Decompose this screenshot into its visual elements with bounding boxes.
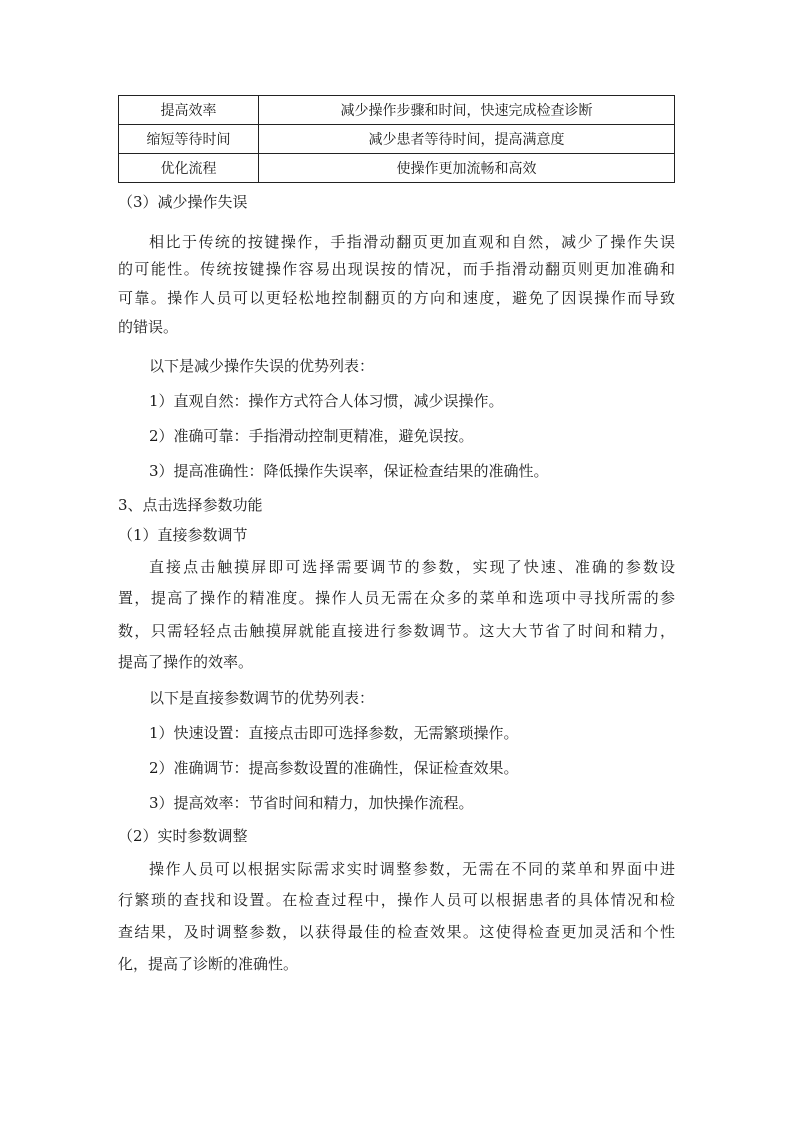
table-cell: 缩短等待时间 [119, 125, 259, 154]
table-cell: 提高效率 [119, 96, 259, 125]
paragraph-line: 提高了操作的效率。 [118, 653, 254, 671]
paragraph-line: 行繁琐的查找和设置。在检查过程中，操作人员可以根据患者的具体情况和检 [118, 891, 675, 909]
list-item: 1）直观自然：操作方式符合人体习惯，减少误操作。 [149, 392, 504, 410]
section-heading: （3）减少操作失误 [118, 193, 248, 211]
list-item: 3）提高效率：节省时间和精力，加快操作流程。 [149, 794, 474, 812]
list-item: 3）提高准确性：降低操作失误率，保证检查结果的准确性。 [149, 462, 549, 480]
paragraph-line: 相比于传统的按键操作，手指滑动翻页更加直观和自然，减少了操作失误 [149, 233, 675, 251]
section-heading: 3、点击选择参数功能 [118, 496, 263, 514]
table-cell: 使操作更加流畅和高效 [259, 154, 675, 183]
paragraph-line: 数，只需轻轻点击触摸屏就能直接进行参数调节。这大大节省了时间和精力， [118, 622, 675, 640]
paragraph-line: 查结果，及时调整参数，以获得最佳的检查效果。这使得检查更加灵活和个性 [118, 923, 675, 941]
paragraph-line: 可靠。操作人员可以更轻松地控制翻页的方向和速度，避免了因误操作而导致 [118, 289, 675, 307]
table-cell: 优化流程 [119, 154, 259, 183]
list-intro: 以下是减少操作失误的优势列表： [149, 357, 375, 375]
paragraph-line: 的错误。 [118, 318, 179, 336]
summary-table [118, 95, 675, 183]
table-cell: 减少操作步骤和时间，快速完成检查诊断 [259, 96, 675, 125]
table-cell: 减少患者等待时间，提高满意度 [259, 125, 675, 154]
table-row [119, 125, 675, 154]
list-intro: 以下是直接参数调节的优势列表： [149, 689, 375, 707]
subsection-heading: （1）直接参数调节 [118, 526, 248, 544]
paragraph-line: 操作人员可以根据实际需求实时调整参数，无需在不同的菜单和界面中进 [149, 860, 675, 878]
list-item: 2）准确调节：提高参数设置的准确性，保证检查效果。 [149, 759, 519, 777]
paragraph-line: 直接点击触摸屏即可选择需要调节的参数，实现了快速、准确的参数设 [149, 558, 675, 576]
table-row [119, 154, 675, 183]
paragraph-line: 置，提高了操作的精准度。操作人员无需在众多的菜单和选项中寻找所需的参 [118, 589, 675, 607]
list-item: 2）准确可靠：手指滑动控制更精准，避免误按。 [149, 427, 474, 445]
list-item: 1）快速设置：直接点击即可选择参数，无需繁琐操作。 [149, 724, 519, 742]
paragraph-line: 的可能性。传统按键操作容易出现误按的情况，而手指滑动翻页则更加准确和 [118, 260, 675, 278]
subsection-heading: （2）实时参数调整 [118, 827, 248, 845]
paragraph-line: 化，提高了诊断的准确性。 [118, 955, 299, 973]
table-row [119, 96, 675, 125]
